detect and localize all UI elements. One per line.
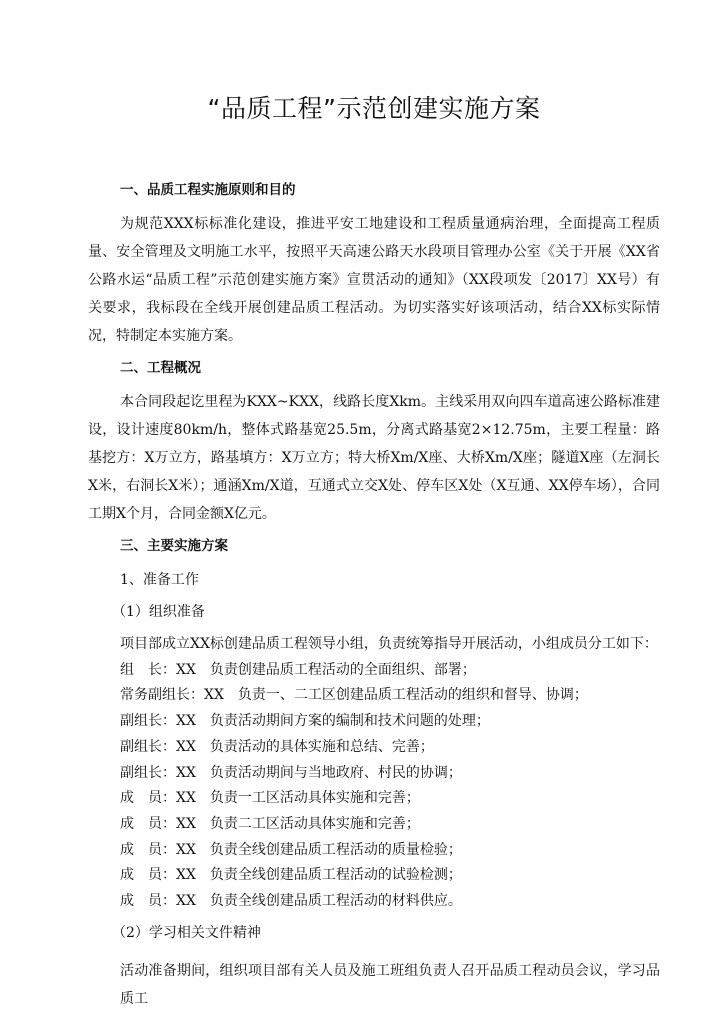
last-paragraph: 活动准备期间，组织项目部有关人员及施工班组负责人召开品质工程动员会议，学习品质工 <box>120 962 660 1007</box>
list-item: 组 长：XX 负责创建品质工程活动的全面组织、部署； <box>120 661 476 678</box>
subheading-preparation: 1、准备工作 <box>120 572 199 588</box>
section-heading-1: 一、品质工程实施原则和目的 <box>120 182 296 198</box>
list-item: 副组长：XX 负责活动期间方案的编制和技术问题的处理； <box>120 713 490 730</box>
list-item: 成 员：XX 负责二工区活动具体实施和完善； <box>120 815 420 832</box>
subheading-study: （2）学习相关文件精神 <box>112 924 261 941</box>
list-item: 副组长：XX 负责活动期间与当地政府、村民的协调； <box>120 764 462 781</box>
subheading-organization: （1）组织准备 <box>112 604 205 620</box>
section-1-paragraph: 为规范XXX标标准化建设，推进平安工地建设和工程质量通病治理，全面提高工程质量、安全管理及文明施工水平，按照平天高速公路天水段项目管理办公室《关于开展《XX省公路水运“品质工程”示范创建实施方案》宣贯活动的通知》（XX段项发〔2017〕XX号）有关要求，我标段在全线开展创建品质工程活动。为切实落实好该项活动，结合XX标实际情况，特制定本实施方案。 <box>88 216 660 344</box>
list-item: 副组长：XX 负责活动的具体实施和总结、完善； <box>120 738 434 755</box>
list-item: 成 员：XX 负责全线创建品质工程活动的材料供应。 <box>120 893 462 910</box>
section-heading-3: 三、主要实施方案 <box>120 538 228 554</box>
list-item: 成 员：XX 负责一工区活动具体实施和完善； <box>120 790 420 807</box>
member-list <box>88 632 660 915</box>
document-title: “品质工程”示范创建实施方案 <box>207 94 541 123</box>
list-item: 成 员：XX 负责全线创建品质工程活动的质量检验； <box>120 841 462 858</box>
list-intro: 项目部成立XX标创建品质工程领导小组，负责统筹指导开展活动，小组成员分工如下： <box>120 636 658 652</box>
section-heading-2: 二、工程概况 <box>120 360 201 376</box>
list-item: 成 员：XX 负责全线创建品质工程活动的试验检测； <box>120 867 462 884</box>
section-2-paragraph: 本合同段起讫里程为KXX~KXX，线路长度Xkm。主线采用双向四车道高速公路标准建设，设计速度80km/h，整体式路基宽25.5m，分离式路基宽2×12.75m，主要工程量：路基挖方：X万立方，路基填方：X万立方；特大桥Xm/X座、大桥Xm/X座；隧道X座（左洞长X米，右洞长X米）；通涵Xm/X道，互通式立交X处、停车区X处（X互通、XX停车场），合同工期X个月，合同金额X亿元。 <box>88 394 660 522</box>
list-item: 常务副组长：XX 负责一、二工区创建品质工程活动的组织和督导、协调； <box>120 687 588 704</box>
